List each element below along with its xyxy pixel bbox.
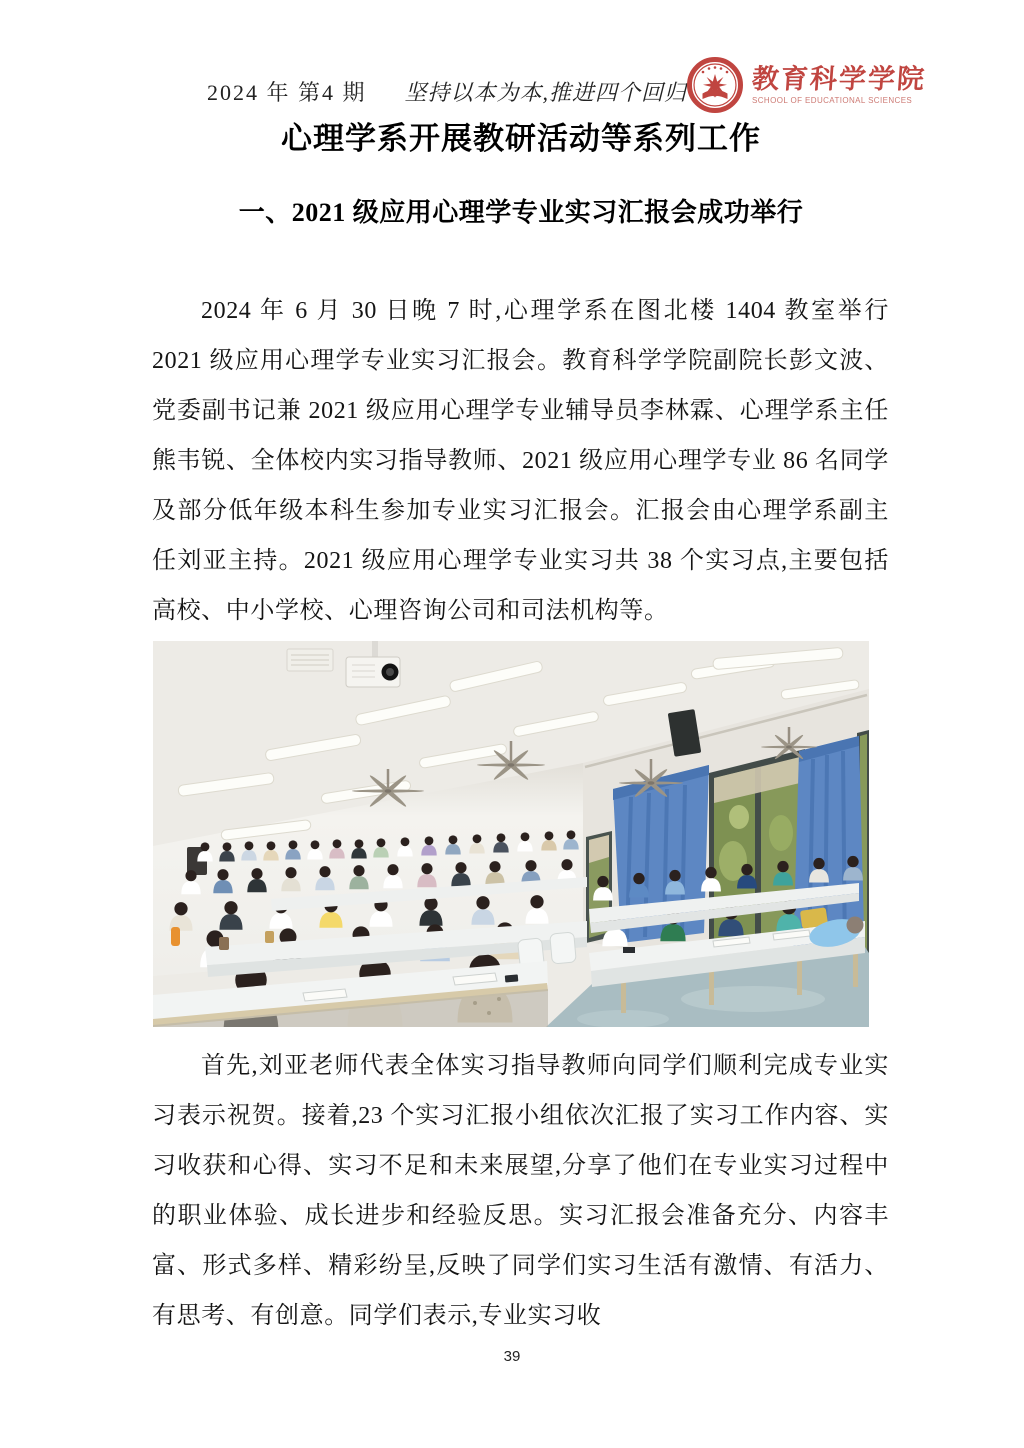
ac-vent-icon xyxy=(287,649,333,671)
issue-info: 2024 年 第4 期 xyxy=(207,80,367,105)
masthead-slogan: 坚持以本为本,推进四个回归 xyxy=(404,80,688,105)
article-title: 心理学系开展教研活动等系列工作 xyxy=(281,121,761,156)
body-paragraph-2: 首先,刘亚老师代表全体实习指导教师向同学们顺利完成专业实习表示祝贺。接着,23 个实习汇报小组依次汇报了实习工作内容、实习收获和心得、实习不足和未来展望,分享了他们在专业实习过程中的职业体验、成长进步和经验反思。实习汇报会准备充分、内容丰富、形式多样、精彩纷呈,反映了同学们实习生活有激情、有活力、有思考、有创意。同学们表示,专业实习收 xyxy=(152,1053,889,1329)
school-logo xyxy=(686,56,926,114)
section-heading: 一、2021 级应用心理学专业实习汇报会成功举行 xyxy=(238,198,804,227)
logo-name: 教育科学学院 xyxy=(751,63,928,94)
school-emblem-icon xyxy=(686,56,744,114)
page-number: 39 xyxy=(503,1348,521,1365)
logo-text xyxy=(752,65,926,106)
masthead xyxy=(207,76,687,107)
logo-subtitle: SCHOOL OF EDUCATIONAL SCIENCES xyxy=(752,96,913,106)
classroom-photo xyxy=(153,641,869,1027)
body-paragraph-1: 2024 年 6 月 30 日晚 7 时,心理学系在图北楼 1404 教室举行 2021 级应用心理学专业实习汇报会。教育科学学院副院长彭文波、党委副书记兼 2021 级应用心理学专业辅导员李林霖、心理学系主任熊韦锐、全体校内实习指导教师、2021 级应用心理学专业 86 名同学及部分低年级本科生参加专业实习汇报会。汇报会由心理学系副主任刘亚主持。2021 级应用心理学专业实习共 38 个实习点,主要包括高校、中小学校、心理咨询公司和司法机构等。 xyxy=(152,298,889,624)
